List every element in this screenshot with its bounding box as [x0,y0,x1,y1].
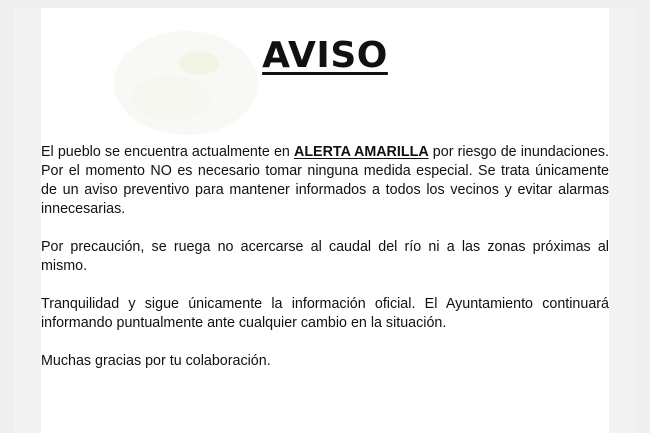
document-viewer [14,8,636,433]
paragraph-precaution: Por precaución, se ruega no acercarse al caudal del río ni a las zonas próximas al mismo. [41,239,609,274]
notice-sheet [41,8,609,433]
paragraph-official-info: Tranquilidad y sigue únicamente la información oficial. El Ayuntamiento continuará informando puntualmente ante cualquier cambio en la situación. [41,296,609,331]
alert-level-highlight: ALERTA AMARILLA [294,144,429,160]
paragraph-alert-status-before: El pueblo se encuentra actualmente en [41,144,294,160]
notice-title: AVISO [262,35,388,76]
notice-body [41,143,609,390]
paragraph-thanks: Muchas gracias por tu colaboración. [41,353,271,369]
paragraph-alert-status-after: por riesgo de inundaciones. Por el momento NO es necesario tomar ninguna medida especial. Se trata únicamente de un aviso preventivo para mantener informados a todos los vecinos y evitar alarmas innecesarias. [41,144,609,217]
paragraph-alert-status [41,143,609,219]
